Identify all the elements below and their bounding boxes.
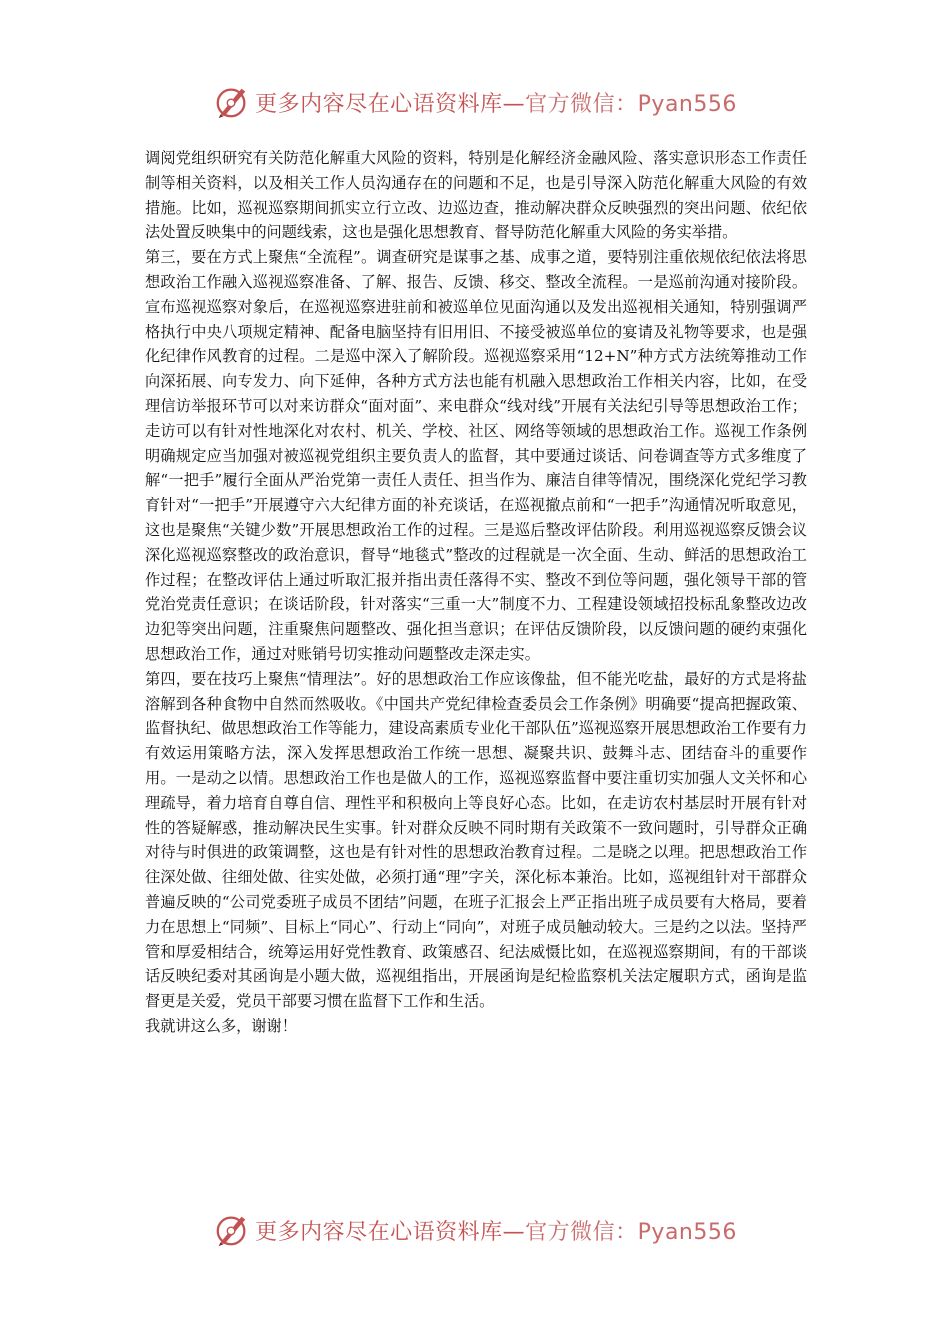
paragraph-3: 第四，要在技巧上聚焦“情理法”。好的思想政治工作应该像盐，但不能光吃盐，最好的方式是将盐溶解到各种食物中自然而然吸收。《中国共产党纪律检查委员会工作条例》明确要“提高把握政策、监督执纪、做思想政治工作等能力，建设高素质专业化干部队伍”巡视巡察开展思想政治工作要有力有效运用策略方法，深入发挥思想政治工作统一思想、凝聚共识、鼓舞斗志、团结奋斗的重要作用。一是动之以情。思想政治工作也是做人的工作，巡视巡察监督中要注重切实加强人文关怀和心理疏导，着力培育自尊自信、理性平和积极向上等良好心态。比如，在走访农村基层时开展有针对性的答疑解惑，推动解决民生实事。针对群众反映不同时期有关政策不一致问题时，引导群众正确对待与时俱进的政策调整，这也是有针对性的思想政治教育过程。二是晓之以理。把思想政治工作往深处做、往细处做、往实处做，必须打通“理”字关，深化标本兼治。比如，巡视组针对干部群众普遍反映的“公司党委班子成员不团结”问题，在班子汇报会上严正指出班子成员要有大格局，要着力在思想上“同频”、目标上“同心”、行动上“同向”，对班子成员触动较大。三是约之以法。坚持严管和厚爱相结合，统筹运用好党性教育、政策感召、纪法威慑比如，在巡视巡察期间，有的干部谈话反映纪委对其函询是小题大做，巡视组指出，开展函询是纪检监察机关法定履职方式，函询是监督更是关爱，党员干部要习惯在监督下工作和生活。 — [145, 669, 807, 1011]
footer-banner — [0, 1210, 950, 1250]
banner-text: 更多内容尽在心语资料库—官方微信：Pyan556 — [255, 1219, 737, 1245]
paragraph-2: 第三，要在方式上聚焦“全流程”。调查研究是谋事之基、成事之道，要特别注重依规依纪依法将思想政治工作融入巡视巡察准备、了解、报告、反馈、移交、整改全流程。一是巡前沟通对接阶段。宣布巡视巡察对象后，在巡视巡察进驻前和被巡单位见面沟通以及发出巡视相关通知，特别强调严格执行中央八项规定精神、配备电脑坚持有旧用旧、不接受被巡单位的宴请及礼物等要求，也是强化纪律作风教育的过程。二是巡中深入了解阶段。巡视巡察采用“12+N”种方式方法统筹推动工作向深拓展、向专发力、向下延伸，各种方式方法也能有机融入思想政治工作相关内容，比如，在受理信访举报环节可以对来访群众“面对面”、来电群众“线对线”开展有关法纪引导等思想政治工作；走访可以有针对性地深化对农村、机关、学校、社区、网络等领域的思想政治工作。巡视工作条例明确规定应当加强对被巡视党组织主要负责人的监督，其中要通过谈话、问卷调查等方式多维度了解“一把手”履行全面从严治党第一责任人责任、担当作为、廉洁自律等情况，围绕深化党纪学习教育针对“一把手”开展遵守六大纪律方面的补充谈话，在巡视撤点前和“一把手”沟通情况听取意见，这也是聚焦“关键少数”开展思想政治工作的过程。三是巡后整改评估阶段。利用巡视巡察反馈会议深化巡视巡察整改的政治意识，督导“地毯式”整改的过程就是一次全面、生动、鲜活的思想政治工作过程；在整改评估上通过听取汇报并指出责任落得不实、整改不到位等问题，强化领导干部的管党治党责任意识；在谈话阶段，针对落实“三重一大”制度不力、工程建设领域招投标乱象整改边改边犯等突出问题，注重聚焦问题整改、强化担当意识；在评估反馈阶段，以反馈问题的硬约束强化思想政治工作，通过对账销号切实推动问题整改走深走实。 — [145, 248, 807, 663]
pen-logo-icon — [213, 83, 251, 121]
banner-wechat: 官方微信：Pyan556 — [525, 91, 737, 117]
banner-wechat: 官方微信：Pyan556 — [525, 1219, 737, 1245]
banner-text: 更多内容尽在心语资料库—官方微信：Pyan556 — [255, 91, 737, 117]
paragraph-1: 调阅党组织研究有关防范化解重大风险的资料，特别是化解经济金融风险、落实意识形态工作责任制等相关资料，以及相关工作人员沟通存在的问题和不足，也是引导深入防范化解重大风险的有效措施。比如，巡视巡察期间抓实立行立改、边巡边查，推动解决群众反映强烈的突出问题、依纪依法处置反映集中的问题线索，这也是强化思想教育、督导防范化解重大风险的务实举措。 — [145, 149, 807, 242]
document-body — [145, 146, 807, 1039]
pen-logo-icon — [213, 1211, 251, 1249]
header-banner — [0, 82, 950, 122]
paragraph-4: 我就讲这么多，谢谢！ — [145, 1016, 297, 1035]
